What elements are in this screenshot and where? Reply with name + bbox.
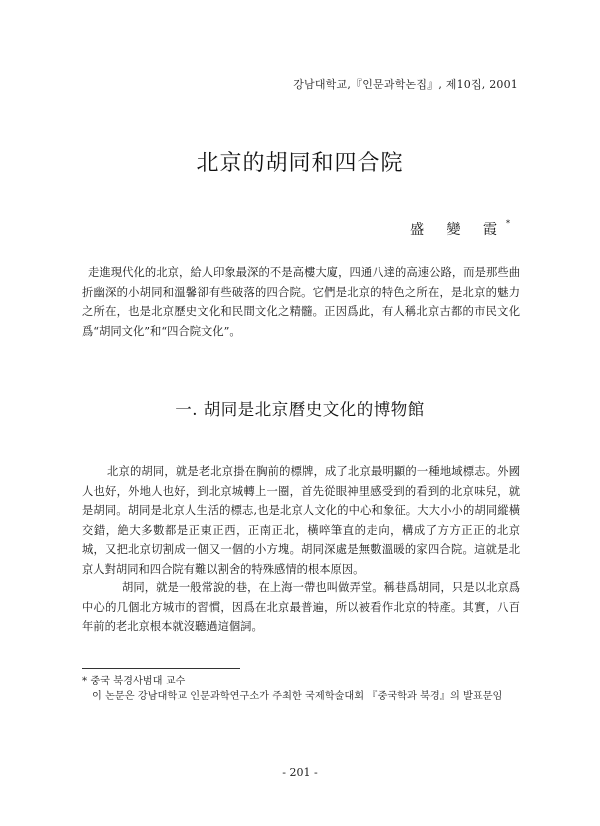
body-paragraph-2: 胡同，就是一般常說的巷，在上海一帶也叫做弄堂。稱巷爲胡同，只是以北京爲中心的几個北方城市的習慣，因爲在北京最普遍，所以被看作北京的特產。其實，八百年前的老北京根本就沒聽過這個詞。 [82,581,520,633]
abstract-paragraph: 走進現代化的北京，給人印象最深的不是高樓大廈，四通八達的高速公路，而是那些曲折幽深的小胡同和溫馨卻有些破落的四合院。它們是北京的特色之所在，是北京的魅力之所在，也是北京歷史文化和民間文化之精髓。正因爲此，有人稱北京古都的市民文化爲“胡同文化”和“四合院文化”。 [82,266,520,338]
author-line [410,219,510,239]
footnote-divider [82,668,240,669]
body-paragraph-1: 北京的胡同，就是老北京掛在胸前的標牌，成了北京最明顯的一種地域標志。外國人也好，外地人也好，到北京城轉上一圈，首先從眼神里感受到的看到的北京味兒，就是胡同。胡同是北京人生活的標志,也是北京人文化的中心和象征。大大小小的胡同縱橫交錯，絶大多數都是正東正西，正南正北，橫啐筆直的走向，構成了方方正正的北京城，又把北京切割成一個又一個的小方塊。胡同深處是無數溫暖的家四合院。這就是北京人對胡同和四合院有難以割舍的特殊感情的根本原因。 [82,465,520,576]
running-header: 강남대학교,『인문과학논집』, 제10집, 2001 [293,78,518,91]
author-footnote-mark: * [506,219,510,229]
footnote-affiliation-text: 중국 북경사범대 교수 [90,676,186,687]
footnote-affiliation [82,675,522,690]
footnote-note: 이 논문은 강남대학교 인문과학연구소가 주최한 국제학술대회 『중국학과 북경』의 발표문임 [92,691,503,702]
footnote-marker: * [82,676,88,687]
section-heading: 一. 胡同是北京曆史文化的博物館 [175,400,425,419]
author-name: 盛 變 霞 [410,222,506,238]
article-title: 北京的胡同和四合院 [196,151,404,176]
page-number: - 201 - [282,766,318,779]
